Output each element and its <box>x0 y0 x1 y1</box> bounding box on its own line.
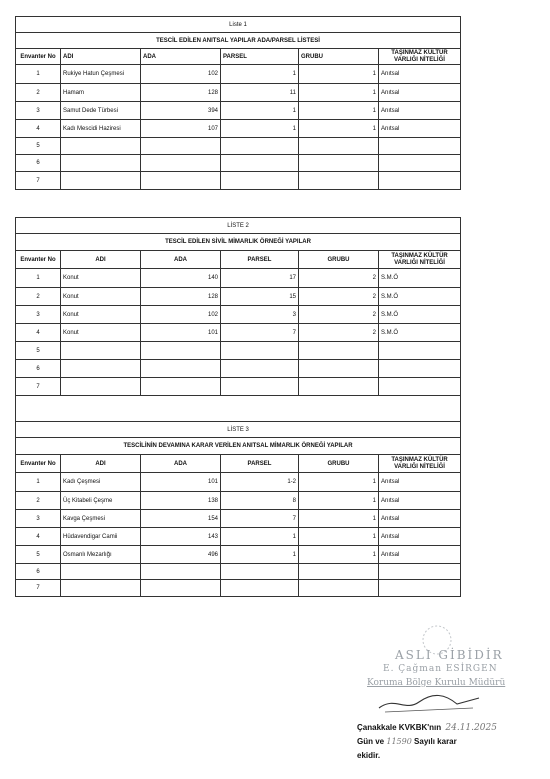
cell-nitelik <box>379 580 461 597</box>
cell-no: 5 <box>16 546 61 564</box>
cell-grubu: 1 <box>299 102 379 120</box>
cell-grubu: 1 <box>299 65 379 84</box>
cell-ada <box>141 378 221 396</box>
cell-parsel: 15 <box>221 288 299 306</box>
table-title: LİSTE 3 <box>16 422 461 438</box>
col-header-adi: ADI <box>61 49 141 65</box>
col-header-grubu: GRUBU <box>299 49 379 65</box>
table-row <box>16 342 461 360</box>
cell-parsel <box>221 138 299 155</box>
cell-ada: 154 <box>141 510 221 528</box>
cell-no: 7 <box>16 378 61 396</box>
cell-ada: 128 <box>141 84 221 102</box>
cell-grubu: 2 <box>299 288 379 306</box>
cell-grubu <box>299 155 379 172</box>
cell-nitelik: S.M.Ö <box>379 324 461 342</box>
cell-ada <box>141 360 221 378</box>
cell-parsel: 1 <box>221 102 299 120</box>
cell-parsel: 11 <box>221 84 299 102</box>
cell-parsel <box>221 172 299 190</box>
cell-no: 6 <box>16 155 61 172</box>
cell-grubu <box>299 580 379 597</box>
cell-grubu: 1 <box>299 528 379 546</box>
table-row <box>16 473 461 492</box>
footer-line-3: ekidir. <box>357 751 381 760</box>
cell-nitelik: Anıtsal <box>379 65 461 84</box>
table-liste-2 <box>15 217 461 597</box>
handwritten-signature <box>375 690 485 718</box>
cell-adi <box>61 342 141 360</box>
cell-grubu: 1 <box>299 492 379 510</box>
cell-adi <box>61 360 141 378</box>
cell-no: 4 <box>16 120 61 138</box>
footer-number-handwritten: 11590 <box>386 737 412 746</box>
col-header-envanter: Envanter No <box>16 49 61 65</box>
cell-no: 5 <box>16 342 61 360</box>
cell-grubu: 1 <box>299 510 379 528</box>
cell-no: 3 <box>16 102 61 120</box>
cell-grubu: 2 <box>299 324 379 342</box>
cell-grubu <box>299 378 379 396</box>
cell-adi: Kadı Mescidi Haziresi <box>61 120 141 138</box>
cell-parsel: 7 <box>221 324 299 342</box>
cell-grubu <box>299 360 379 378</box>
cell-adi: Osmanlı Mezarlığı <box>61 546 141 564</box>
cell-nitelik: Anıtsal <box>379 84 461 102</box>
cell-no: 6 <box>16 360 61 378</box>
footer-sayili-karar: Sayılı karar <box>414 737 457 746</box>
cell-grubu: 1 <box>299 473 379 492</box>
cell-ada: 394 <box>141 102 221 120</box>
cell-nitelik <box>379 360 461 378</box>
cell-adi <box>61 155 141 172</box>
table-title: LİSTE 2 <box>16 218 461 234</box>
cell-parsel: 1 <box>221 546 299 564</box>
cell-no: 5 <box>16 138 61 155</box>
cell-adi: Rukiye Hatun Çeşmesi <box>61 65 141 84</box>
cell-no: 7 <box>16 172 61 190</box>
official-stamp <box>355 628 545 698</box>
cell-ada: 101 <box>141 324 221 342</box>
col-header-envanter: Envanter No <box>16 251 61 269</box>
table-row <box>16 528 461 546</box>
cell-parsel: 1-2 <box>221 473 299 492</box>
footer-line-1 <box>357 723 497 733</box>
cell-nitelik: Anıtsal <box>379 473 461 492</box>
cell-ada <box>141 580 221 597</box>
table-row <box>16 360 461 378</box>
cell-no: 3 <box>16 510 61 528</box>
cell-ada: 102 <box>141 65 221 84</box>
cell-adi: Hüdavendigar Camii <box>61 528 141 546</box>
cell-parsel: 1 <box>221 528 299 546</box>
cell-no: 6 <box>16 564 61 580</box>
cell-ada <box>141 172 221 190</box>
cell-adi: Hamam <box>61 84 141 102</box>
cell-adi: Kavga Çeşmesi <box>61 510 141 528</box>
table-row <box>16 378 461 396</box>
cell-ada: 102 <box>141 306 221 324</box>
col-header-parsel: PARSEL <box>221 455 299 473</box>
col-header-ada: ADA <box>141 251 221 269</box>
cell-adi <box>61 172 141 190</box>
table-row <box>16 564 461 580</box>
cell-nitelik: S.M.Ö <box>379 306 461 324</box>
cell-nitelik: S.M.Ö <box>379 288 461 306</box>
cell-ada: 101 <box>141 473 221 492</box>
blank-separator <box>16 396 461 422</box>
cell-ada: 128 <box>141 288 221 306</box>
cell-adi: Samut Dede Türbesi <box>61 102 141 120</box>
cell-adi <box>61 378 141 396</box>
cell-ada <box>141 138 221 155</box>
table-row <box>16 84 461 102</box>
cell-ada <box>141 155 221 172</box>
table-row <box>16 306 461 324</box>
cell-nitelik: Anıtsal <box>379 102 461 120</box>
cell-grubu: 1 <box>299 546 379 564</box>
table-title: Liste 1 <box>16 17 461 33</box>
cell-nitelik <box>379 138 461 155</box>
cell-parsel <box>221 360 299 378</box>
col-header-envanter: Envanter No <box>16 455 61 473</box>
table-row <box>16 120 461 138</box>
cell-grubu <box>299 172 379 190</box>
footer-date-handwritten: 24.11.2025 <box>445 723 497 733</box>
cell-parsel: 1 <box>221 65 299 84</box>
cell-ada <box>141 342 221 360</box>
table-row <box>16 580 461 597</box>
cell-nitelik: Anıtsal <box>379 492 461 510</box>
footer-line-2 <box>357 737 457 746</box>
col-header-ada: ADA <box>141 49 221 65</box>
table-subtitle: TESCİL EDİLEN SİVİL MİMARLIK ÖRNEĞİ YAPILAR <box>16 234 461 251</box>
cell-parsel <box>221 378 299 396</box>
col-header-grubu: GRUBU <box>299 251 379 269</box>
cell-no: 7 <box>16 580 61 597</box>
cell-grubu <box>299 564 379 580</box>
cell-grubu <box>299 342 379 360</box>
cell-parsel <box>221 342 299 360</box>
cell-parsel: 1 <box>221 120 299 138</box>
col-header-nitelik: TAŞINMAZ KÜLTÜR VARLIĞI NİTELİĞİ <box>379 49 461 65</box>
stamp-line-3: Koruma Bölge Kurulu Müdürü <box>367 678 506 688</box>
col-header-adi: ADI <box>61 455 141 473</box>
cell-no: 1 <box>16 473 61 492</box>
table-row <box>16 288 461 306</box>
stamp-line-1: ASLI GİBİDİR <box>395 648 504 662</box>
cell-adi: Konut <box>61 306 141 324</box>
cell-grubu: 2 <box>299 306 379 324</box>
stamp-line-2: E. Çağman ESİRGEN <box>383 664 498 674</box>
table-row <box>16 172 461 190</box>
cell-parsel: 8 <box>221 492 299 510</box>
col-header-grubu: GRUBU <box>299 455 379 473</box>
table-row <box>16 65 461 84</box>
table-subtitle: TESCİLİNİN DEVAMINA KARAR VERİLEN ANITSAL MİMARLIK ÖRNEĞİ YAPILAR <box>16 438 461 455</box>
cell-ada <box>141 564 221 580</box>
footer-gun-ve: Gün ve <box>357 737 385 746</box>
cell-grubu: 2 <box>299 269 379 288</box>
col-header-nitelik: TAŞINMAZ KÜLTÜR VARLIĞI NİTELİĞİ <box>379 251 461 269</box>
cell-ada: 496 <box>141 546 221 564</box>
cell-adi <box>61 138 141 155</box>
cell-adi: Konut <box>61 324 141 342</box>
col-header-nitelik: TAŞINMAZ KÜLTÜR VARLIĞI NİTELİĞİ <box>379 455 461 473</box>
cell-no: 1 <box>16 65 61 84</box>
table-row <box>16 324 461 342</box>
footer-institution: Çanakkale KVKBK'nın <box>357 723 442 732</box>
cell-no: 1 <box>16 269 61 288</box>
cell-ada: 138 <box>141 492 221 510</box>
col-header-parsel: PARSEL <box>221 251 299 269</box>
cell-adi: Üç Kitabeli Çeşme <box>61 492 141 510</box>
cell-adi: Konut <box>61 269 141 288</box>
cell-no: 4 <box>16 528 61 546</box>
cell-no: 2 <box>16 84 61 102</box>
cell-no: 4 <box>16 324 61 342</box>
cell-parsel: 7 <box>221 510 299 528</box>
cell-parsel: 3 <box>221 306 299 324</box>
cell-grubu: 1 <box>299 120 379 138</box>
table-row <box>16 138 461 155</box>
table-row <box>16 102 461 120</box>
col-header-parsel: PARSEL <box>221 49 299 65</box>
cell-ada: 140 <box>141 269 221 288</box>
cell-nitelik: Anıtsal <box>379 510 461 528</box>
col-header-ada: ADA <box>141 455 221 473</box>
col-header-adi: ADI <box>61 251 141 269</box>
cell-grubu: 1 <box>299 84 379 102</box>
cell-nitelik: Anıtsal <box>379 528 461 546</box>
cell-ada: 107 <box>141 120 221 138</box>
cell-parsel: 17 <box>221 269 299 288</box>
cell-nitelik <box>379 172 461 190</box>
cell-no: 3 <box>16 306 61 324</box>
cell-nitelik: Anıtsal <box>379 120 461 138</box>
table-row <box>16 510 461 528</box>
cell-nitelik: Anıtsal <box>379 546 461 564</box>
cell-no: 2 <box>16 288 61 306</box>
table-subtitle: TESCİL EDİLEN ANITSAL YAPILAR ADA/PARSEL LİSTESİ <box>16 33 461 49</box>
cell-nitelik <box>379 564 461 580</box>
table-row <box>16 155 461 172</box>
cell-adi <box>61 580 141 597</box>
cell-adi: Konut <box>61 288 141 306</box>
cell-parsel <box>221 564 299 580</box>
cell-nitelik: S.M.Ö <box>379 269 461 288</box>
cell-grubu <box>299 138 379 155</box>
cell-adi <box>61 564 141 580</box>
table-liste-1 <box>15 16 461 190</box>
cell-nitelik <box>379 378 461 396</box>
table-row <box>16 492 461 510</box>
cell-nitelik <box>379 342 461 360</box>
table-row <box>16 546 461 564</box>
cell-no: 2 <box>16 492 61 510</box>
cell-ada: 143 <box>141 528 221 546</box>
cell-nitelik <box>379 155 461 172</box>
table-row <box>16 269 461 288</box>
cell-parsel <box>221 580 299 597</box>
cell-parsel <box>221 155 299 172</box>
cell-adi: Kadı Çeşmesi <box>61 473 141 492</box>
